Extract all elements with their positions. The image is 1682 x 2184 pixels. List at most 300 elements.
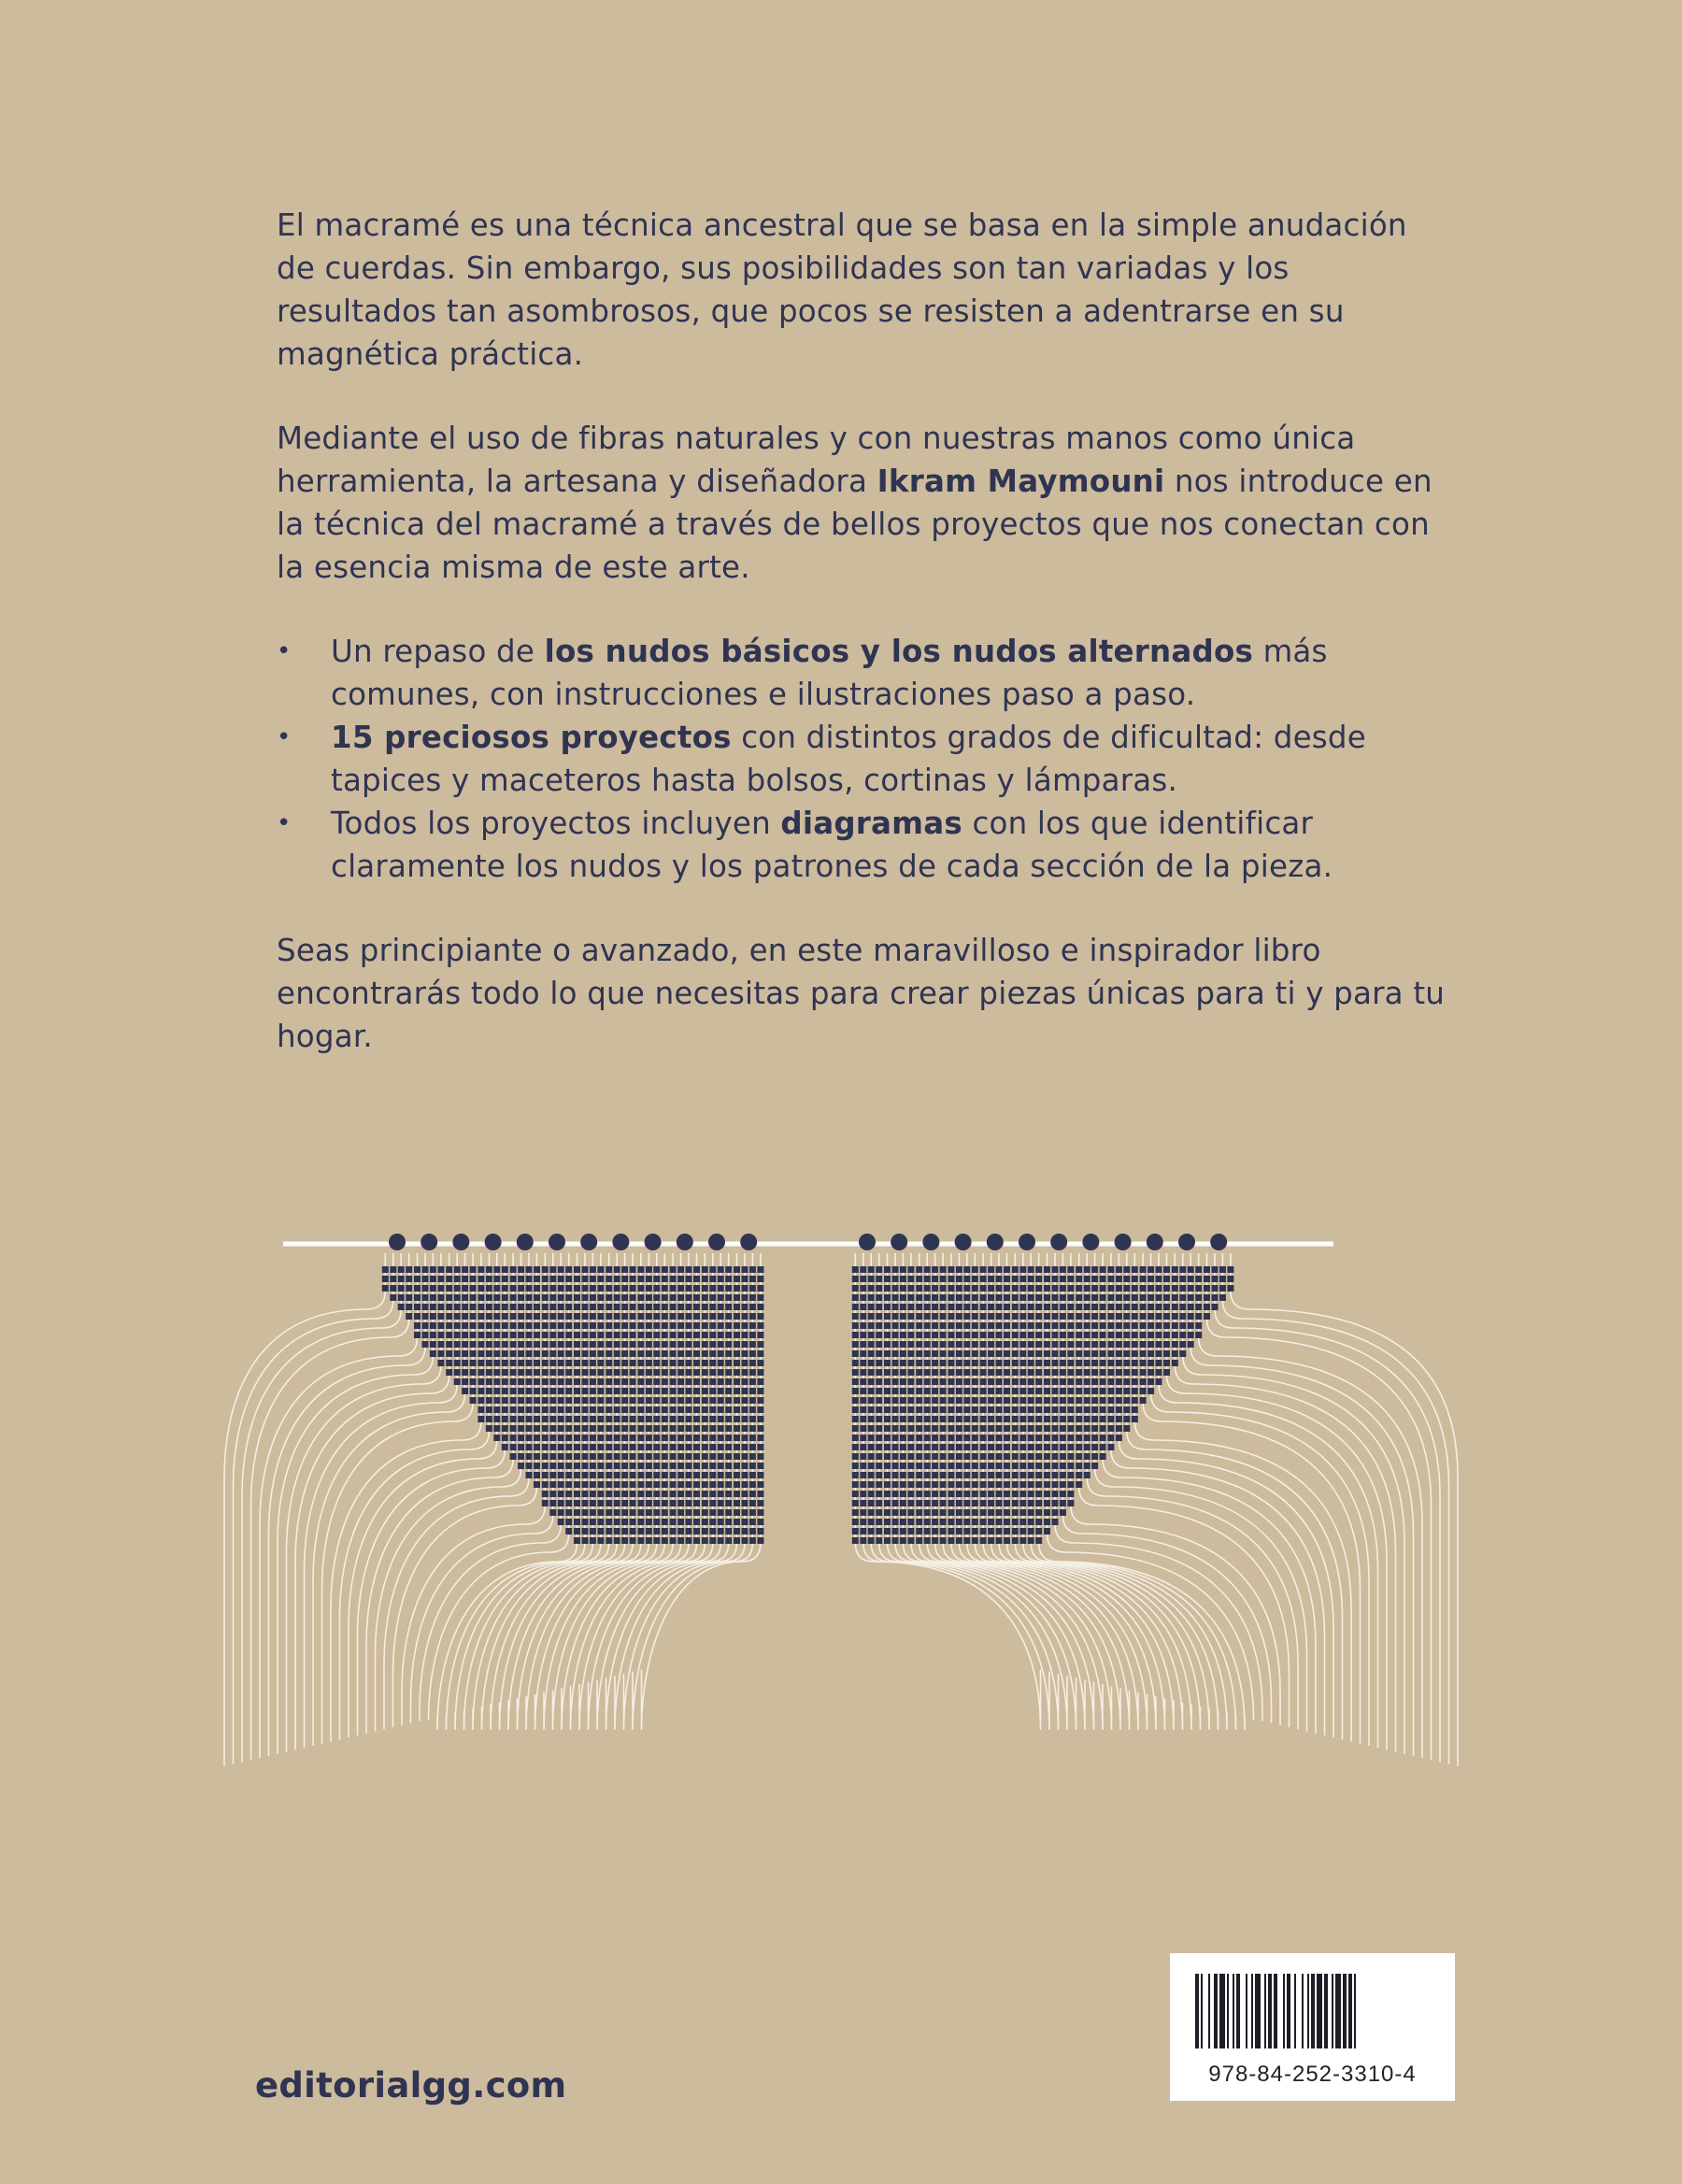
knot [1035, 1304, 1042, 1310]
knot [742, 1491, 748, 1497]
knot [390, 1285, 396, 1292]
knot [1019, 1406, 1026, 1413]
knot [907, 1481, 914, 1488]
knot [907, 1453, 914, 1460]
knot [574, 1463, 580, 1469]
knot [382, 1266, 389, 1273]
knot [486, 1276, 492, 1282]
knot [446, 1294, 452, 1301]
knot [702, 1313, 708, 1320]
knot [963, 1266, 970, 1273]
knot [630, 1406, 636, 1413]
knot [757, 1378, 763, 1385]
knot [852, 1285, 859, 1292]
knot [510, 1416, 517, 1422]
knot [493, 1341, 500, 1348]
knot [1044, 1369, 1050, 1376]
knot [1028, 1350, 1034, 1357]
knot [462, 1350, 468, 1357]
knot [892, 1528, 899, 1535]
knot [709, 1369, 716, 1376]
knot [621, 1500, 628, 1506]
knot [582, 1369, 589, 1376]
knot [884, 1341, 891, 1348]
knot [606, 1341, 612, 1348]
knot [916, 1481, 922, 1488]
knot [630, 1444, 636, 1450]
knot [907, 1472, 914, 1478]
knot [621, 1350, 628, 1357]
knot [742, 1519, 748, 1525]
knot [757, 1294, 763, 1301]
knot [1019, 1519, 1026, 1525]
knot [972, 1360, 978, 1366]
knot [1091, 1435, 1098, 1441]
knot [534, 1388, 540, 1394]
knot [924, 1519, 931, 1525]
knot [430, 1294, 436, 1301]
knot [725, 1350, 732, 1357]
knot [884, 1519, 891, 1525]
knot [606, 1378, 612, 1385]
knot [900, 1519, 906, 1525]
knot [1067, 1406, 1074, 1413]
knot [1204, 1285, 1210, 1292]
knot [1019, 1435, 1026, 1441]
knot [709, 1360, 716, 1366]
knot [988, 1341, 994, 1348]
knot [924, 1341, 931, 1348]
knot [916, 1528, 922, 1535]
knot [590, 1500, 596, 1506]
knot [725, 1425, 732, 1432]
knot [1052, 1313, 1059, 1320]
knot [988, 1276, 994, 1282]
knot [757, 1266, 763, 1273]
knot [907, 1425, 914, 1432]
knot [702, 1369, 708, 1376]
knot [686, 1276, 692, 1282]
knot [1091, 1313, 1098, 1320]
knot [948, 1406, 954, 1413]
knot [980, 1537, 987, 1544]
knot [1028, 1500, 1034, 1506]
knot [1052, 1397, 1059, 1404]
knot [1179, 1341, 1186, 1348]
knot [637, 1472, 644, 1478]
knot [980, 1425, 987, 1432]
knot [549, 1332, 556, 1338]
knot [932, 1537, 938, 1544]
knot [606, 1406, 612, 1413]
knot [630, 1322, 636, 1329]
list-item-text-end: con distintos grados de dificultad: desde tapices y maceteros hasta bolsos, cortinas y lámparas. [331, 720, 1366, 798]
knot [980, 1519, 987, 1525]
knot [1052, 1388, 1059, 1394]
knot [518, 1322, 524, 1329]
knot [980, 1369, 987, 1376]
knot [1012, 1360, 1019, 1366]
knot [1052, 1444, 1059, 1450]
knot [621, 1537, 628, 1544]
knot [1067, 1369, 1074, 1376]
knot [718, 1416, 724, 1422]
knot [606, 1369, 612, 1376]
knot [1147, 1304, 1154, 1310]
knot [907, 1266, 914, 1273]
knot [510, 1341, 517, 1348]
knot [1035, 1313, 1042, 1320]
knot [1067, 1472, 1074, 1478]
knot [446, 1322, 452, 1329]
knot [956, 1453, 962, 1460]
knot [1100, 1322, 1106, 1329]
knot [1116, 1332, 1122, 1338]
knot [868, 1416, 875, 1422]
knot [677, 1388, 684, 1394]
knot [502, 1416, 508, 1422]
knot [852, 1491, 859, 1497]
knot [1028, 1491, 1034, 1497]
knot [884, 1500, 891, 1506]
knot [709, 1304, 716, 1310]
knot [1067, 1453, 1074, 1460]
knot [900, 1491, 906, 1497]
knot [597, 1472, 604, 1478]
knot [972, 1369, 978, 1376]
knot [437, 1341, 444, 1348]
knot [900, 1472, 906, 1478]
knot [565, 1528, 572, 1535]
knot [1091, 1341, 1098, 1348]
knot [1004, 1463, 1010, 1469]
knot [1004, 1341, 1010, 1348]
knot [757, 1285, 763, 1292]
knot [860, 1463, 866, 1469]
knot [1100, 1266, 1106, 1273]
knot [860, 1285, 866, 1292]
knot [718, 1397, 724, 1404]
knot [1067, 1444, 1074, 1450]
knot [916, 1285, 922, 1292]
knot [1004, 1322, 1010, 1329]
knot [677, 1453, 684, 1460]
knot [565, 1444, 572, 1450]
knot [948, 1341, 954, 1348]
knot [972, 1519, 978, 1525]
knot [565, 1360, 572, 1366]
knot [718, 1378, 724, 1385]
knot [852, 1406, 859, 1413]
closing-paragraph: Seas principiante o avanzado, en este maravilloso e inspirador libro encontrarás todo lo que necesitas para crear piezas únicas para ti y para tu hogar. [277, 933, 1446, 1054]
knot [574, 1304, 580, 1310]
knot [718, 1341, 724, 1348]
knot [534, 1481, 540, 1488]
knot [526, 1322, 533, 1329]
knot [574, 1313, 580, 1320]
knot [646, 1491, 652, 1497]
knot [670, 1322, 677, 1329]
knot [972, 1453, 978, 1460]
knot [1140, 1341, 1147, 1348]
knot [454, 1369, 461, 1376]
knot [677, 1369, 684, 1376]
knot [900, 1332, 906, 1338]
knot [693, 1406, 700, 1413]
knot [892, 1313, 899, 1320]
knot [677, 1332, 684, 1338]
knot [693, 1276, 700, 1282]
knot [590, 1304, 596, 1310]
knot [437, 1360, 444, 1366]
knot [565, 1304, 572, 1310]
knot [860, 1481, 866, 1488]
knot [677, 1406, 684, 1413]
knot [1012, 1472, 1019, 1478]
knot [614, 1491, 620, 1497]
knot [406, 1285, 412, 1292]
knot [702, 1537, 708, 1544]
knot [630, 1528, 636, 1535]
author-name: Ikram Maymouni [877, 464, 1165, 499]
knot [1044, 1397, 1050, 1404]
barcode-bar [1294, 1974, 1296, 2048]
knot [1132, 1360, 1138, 1366]
knot [757, 1416, 763, 1422]
knot [940, 1294, 947, 1301]
knot [1091, 1322, 1098, 1329]
list-item-text-end: con los que identificar claramente los nudos y los patrones de cada sección de la pieza. [331, 806, 1333, 884]
knot [852, 1276, 859, 1282]
knot [852, 1416, 859, 1422]
knot [956, 1425, 962, 1432]
knot [876, 1416, 882, 1422]
knot [526, 1444, 533, 1450]
knot [868, 1369, 875, 1376]
knot [1100, 1276, 1106, 1282]
knot [597, 1388, 604, 1394]
knot [493, 1313, 500, 1320]
knot [597, 1332, 604, 1338]
knot [1012, 1491, 1019, 1497]
knot [686, 1435, 692, 1441]
knot [630, 1388, 636, 1394]
knot [470, 1313, 477, 1320]
knot [1179, 1266, 1186, 1273]
knot [948, 1500, 954, 1506]
knot [677, 1304, 684, 1310]
knot [526, 1285, 533, 1292]
barcode-bar [1236, 1974, 1240, 2048]
knot [1019, 1481, 1026, 1488]
knot [1147, 1360, 1154, 1366]
knot [693, 1509, 700, 1516]
knot [852, 1378, 859, 1385]
knot [725, 1528, 732, 1535]
knot [670, 1463, 677, 1469]
knot [734, 1425, 740, 1432]
knot [718, 1509, 724, 1516]
knot [614, 1350, 620, 1357]
knot [988, 1332, 994, 1338]
knot [510, 1276, 517, 1282]
knot [948, 1397, 954, 1404]
knot [1195, 1276, 1202, 1282]
knot [606, 1313, 612, 1320]
knot [1028, 1528, 1034, 1535]
knot [956, 1491, 962, 1497]
knot [1044, 1463, 1050, 1469]
knot [526, 1453, 533, 1460]
knot [542, 1350, 549, 1357]
knot [916, 1416, 922, 1422]
knot [980, 1500, 987, 1506]
knot [597, 1369, 604, 1376]
knot [493, 1276, 500, 1282]
knot [414, 1313, 420, 1320]
knot [924, 1416, 931, 1422]
knot [924, 1481, 931, 1488]
knot [510, 1313, 517, 1320]
knot [1067, 1481, 1074, 1488]
knot [597, 1397, 604, 1404]
knot [630, 1341, 636, 1348]
knot [940, 1453, 947, 1460]
knot [693, 1397, 700, 1404]
knot [677, 1537, 684, 1544]
knot [542, 1463, 549, 1469]
knot [542, 1369, 549, 1376]
knot [860, 1528, 866, 1535]
knot [542, 1332, 549, 1338]
knot [1123, 1378, 1130, 1385]
knot [590, 1463, 596, 1469]
knot [686, 1453, 692, 1460]
knot [948, 1472, 954, 1478]
knot [718, 1537, 724, 1544]
knot [565, 1369, 572, 1376]
knot [590, 1350, 596, 1357]
knot [1132, 1285, 1138, 1292]
knot [1052, 1350, 1059, 1357]
knot [662, 1313, 668, 1320]
knot [1107, 1313, 1114, 1320]
knot [1028, 1509, 1034, 1516]
knot [725, 1435, 732, 1441]
knot [742, 1360, 748, 1366]
knot [693, 1285, 700, 1292]
knot [932, 1481, 938, 1488]
knot [1204, 1313, 1210, 1320]
barcode-bar [1264, 1974, 1266, 2048]
barcode-bar [1332, 1974, 1333, 2048]
knot [462, 1341, 468, 1348]
knot [1227, 1276, 1233, 1282]
knot [526, 1472, 533, 1478]
knot [900, 1425, 906, 1432]
knot [1012, 1481, 1019, 1488]
mounting-knot [1019, 1234, 1035, 1250]
knot [662, 1416, 668, 1422]
knot [1076, 1406, 1082, 1413]
knot [637, 1519, 644, 1525]
knot [1035, 1509, 1042, 1516]
knot [1091, 1463, 1098, 1469]
knot [486, 1350, 492, 1357]
knot [1019, 1322, 1026, 1329]
knot [630, 1453, 636, 1460]
knot [980, 1332, 987, 1338]
knot [940, 1285, 947, 1292]
knot [1156, 1304, 1162, 1310]
knot [478, 1369, 484, 1376]
knot [1091, 1388, 1098, 1394]
knot [900, 1266, 906, 1273]
knot [876, 1266, 882, 1273]
cord-line [1222, 1253, 1448, 1764]
knot [518, 1425, 524, 1432]
knot [734, 1491, 740, 1497]
knot [510, 1304, 517, 1310]
knot [702, 1425, 708, 1432]
knot [526, 1416, 533, 1422]
knot [542, 1285, 549, 1292]
knot [526, 1266, 533, 1273]
knot [757, 1322, 763, 1329]
knot [670, 1519, 677, 1525]
knot [948, 1491, 954, 1497]
knot [956, 1435, 962, 1441]
knot [907, 1528, 914, 1535]
knot [852, 1332, 859, 1338]
knot [892, 1444, 899, 1450]
knot [1116, 1304, 1122, 1310]
knot [996, 1304, 1003, 1310]
knot [1019, 1537, 1026, 1544]
knot [493, 1425, 500, 1432]
knot [932, 1332, 938, 1338]
list-item-text-start: Todos los proyectos incluyen [331, 806, 771, 841]
knot [565, 1519, 572, 1525]
knot [582, 1425, 589, 1432]
knot [1179, 1294, 1186, 1301]
cord-lines [224, 1253, 1458, 1766]
knot [963, 1397, 970, 1404]
knot [430, 1341, 436, 1348]
knot [574, 1397, 580, 1404]
knot [518, 1341, 524, 1348]
knot [734, 1463, 740, 1469]
knot [454, 1285, 461, 1292]
knot [892, 1332, 899, 1338]
knot [725, 1481, 732, 1488]
knot [907, 1416, 914, 1422]
knot [653, 1294, 660, 1301]
knot [718, 1463, 724, 1469]
knot [558, 1304, 564, 1310]
knot [948, 1416, 954, 1422]
barcode-bar [1324, 1974, 1328, 2048]
knot [486, 1313, 492, 1320]
knot [1076, 1322, 1082, 1329]
knot [907, 1519, 914, 1525]
knot [1140, 1378, 1147, 1385]
knot [932, 1276, 938, 1282]
knot [1019, 1500, 1026, 1506]
knot [972, 1341, 978, 1348]
knot [1019, 1276, 1026, 1282]
knot [582, 1360, 589, 1366]
